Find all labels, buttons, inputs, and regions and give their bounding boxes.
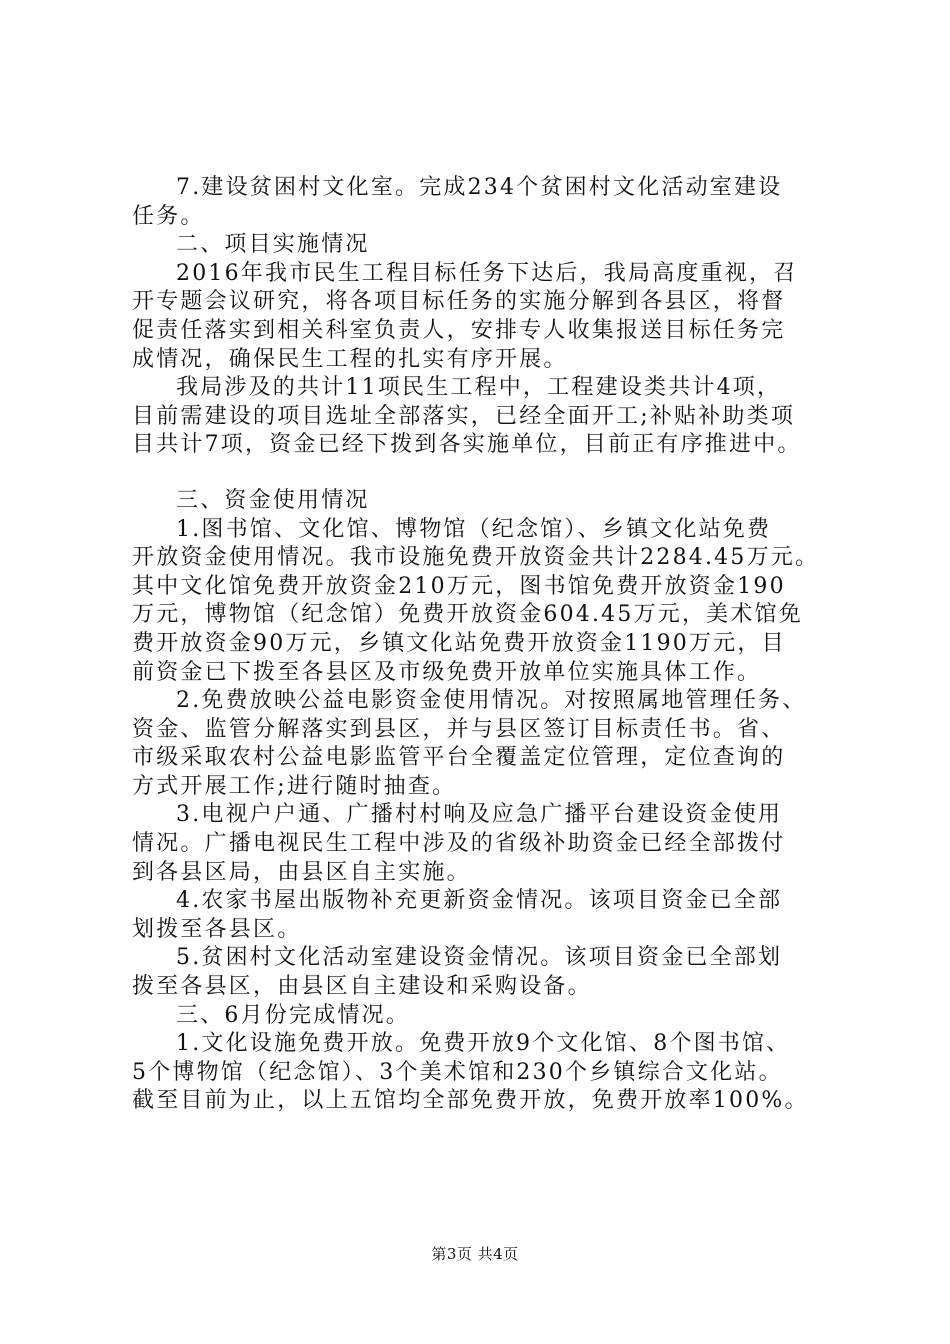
paragraph-line: 情况。广播电视民生工程中涉及的省级补助资金已经全部拨付	[132, 831, 786, 857]
paragraph-line: 5.贫困村文化活动室建设资金情况。该项目资金已全部划	[176, 945, 783, 971]
paragraph-line: 其中文化馆免费开放资金210万元，图书馆免费开放资金190	[132, 573, 786, 599]
paragraph-line: 我局涉及的共计11项民生工程中，工程建设类共计4项，	[176, 375, 782, 401]
paragraph-line: 2.免费放映公益电影资金使用情况。对按照属地管理任务、	[176, 688, 807, 714]
paragraph-line: 万元，博物馆（纪念馆）免费开放资金604.45万元，美术馆免	[132, 602, 803, 628]
document-body	[132, 174, 840, 1116]
paragraph-line: 2016年我市民生工程目标任务下达后，我局高度重视，召	[176, 260, 798, 286]
paragraph-line: 方式开展工作;进行随时抽查。	[132, 773, 457, 799]
paragraph-line: 4.农家书屋出版物补充更新资金情况。该项目资金已全部	[176, 888, 783, 914]
paragraph-line: 前资金已下拨至各县区及市级免费开放单位实施具体工作。	[132, 659, 762, 685]
section-heading: 三、6月份完成情况。	[176, 1002, 410, 1028]
paragraph-line: 到各县区局，由县区自主实施。	[132, 859, 471, 885]
paragraph-line: 开专题会议研究，将各项目标任务的实施分解到各县区，将督	[132, 289, 786, 315]
paragraph-line: 5个博物馆（纪念馆）、3个美术馆和230个乡镇综合文化站。	[132, 1059, 783, 1085]
paragraph-line: 目前需建设的项目选址全部落实，已经全面开工;补贴补助类项	[132, 403, 796, 429]
paragraph-line: 市级采取农村公益电影监管平台全覆盖定位管理，定位查询的	[132, 745, 786, 771]
blank-line	[132, 460, 840, 487]
paragraph-line: 费开放资金90万元，乡镇文化站免费开放资金1190万元，目	[132, 630, 786, 656]
paragraph-line: 促责任落实到相关科室负责人，安排专人收集报送目标任务完	[132, 317, 786, 343]
paragraph-line: 1.图书馆、文化馆、博物馆（纪念馆）、乡镇文化站免费	[176, 516, 772, 542]
section-heading: 二、项目实施情况	[176, 232, 370, 258]
paragraph-line: 目共计7项，资金已经下拨到各实施单位，目前正有序推进中。	[132, 432, 802, 458]
paragraph-line: 3.电视户户通、广播村村响及应急广播平台建设资金使用	[176, 802, 783, 828]
paragraph-line: 资金、监管分解落实到县区，并与县区签订目标责任书。省、	[132, 716, 786, 742]
paragraph-line: 划拨至各县区。	[132, 916, 302, 942]
paragraph-line: 截至目前为止，以上五馆均全部免费开放，免费开放率100%。	[132, 1088, 809, 1114]
paragraph-line: 成情况，确保民生工程的扎实有序开展。	[132, 346, 568, 372]
paragraph-line: 任务。	[132, 203, 205, 229]
paragraph-line: 拨至各县区，由县区自主建设和采购设备。	[132, 974, 592, 1000]
paragraph-line: 开放资金使用情况。我市设施免费开放资金共计2284.45万元。	[132, 545, 820, 571]
section-heading: 三、资金使用情况	[176, 487, 370, 513]
page-footer: 第3页 共4页	[431, 1245, 519, 1263]
paragraph-line: 7.建设贫困村文化室。完成234个贫困村文化活动室建设	[176, 175, 783, 200]
paragraph-line: 1.文化设施免费开放。免费开放9个文化馆、8个图书馆、	[176, 1031, 791, 1057]
